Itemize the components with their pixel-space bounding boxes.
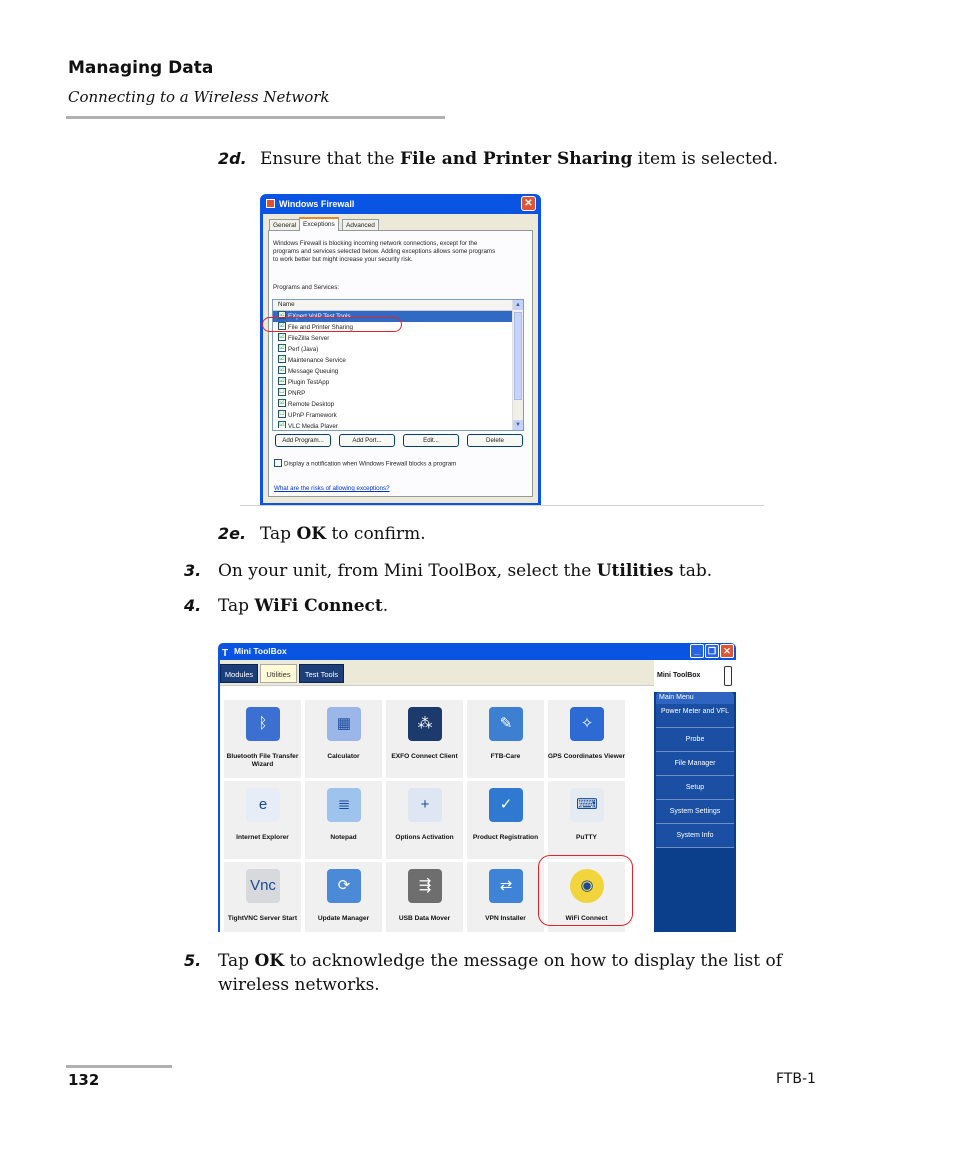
column-header-name: Name	[273, 300, 523, 311]
dialog-titlebar	[263, 194, 538, 214]
tile-calculator[interactable]	[305, 700, 382, 778]
tile-label: WiFi Connect	[565, 915, 608, 922]
close-icon[interactable]: ✕	[720, 644, 734, 658]
close-icon[interactable]: ✕	[521, 196, 536, 211]
list-item[interactable]: ☑ Perf (Java)	[279, 345, 319, 353]
list-item[interactable]: ☑ VLC Media Player	[279, 422, 338, 428]
tab-general[interactable]: General	[269, 219, 300, 230]
update-manager-icon: ⟳	[327, 869, 361, 903]
checkbox[interactable]: ☑	[279, 323, 285, 330]
tile-label: Product Registration	[472, 834, 539, 841]
tile-update-manager[interactable]	[305, 862, 382, 932]
step-text: Tap OK to acknowledge the message on how to display the list of	[218, 951, 783, 971]
firewall-icon	[266, 199, 275, 208]
scroll-up-icon[interactable]: ▲	[513, 300, 523, 310]
toolbox-tabs	[220, 660, 654, 686]
notepad-icon: ≣	[327, 788, 361, 822]
tile-label: Internet Explorer	[236, 834, 289, 841]
tile-label: TightVNC Server Start	[227, 915, 298, 922]
tile-label: PuTTY	[576, 834, 597, 841]
step-number: 2d.	[218, 149, 247, 168]
mini-toolbox-window	[218, 643, 736, 932]
checkbox[interactable]: ☑	[279, 367, 285, 374]
footer-rule	[66, 1065, 172, 1068]
battery-icon	[724, 666, 732, 686]
sidebar-title: Mini ToolBox	[654, 660, 736, 692]
highlight-file-printer-sharing	[262, 317, 402, 332]
checkbox[interactable]: ☑	[279, 356, 285, 363]
checkbox[interactable]: ☑	[279, 400, 285, 407]
tile-label: EXFO Connect Client	[391, 753, 458, 760]
product-registration-icon: ✓	[489, 788, 523, 822]
tile-gps[interactable]	[548, 700, 625, 778]
page-number: 132	[68, 1071, 100, 1089]
checkbox[interactable]	[274, 459, 282, 467]
tab-exceptions[interactable]: Exceptions	[299, 217, 339, 231]
tile-label: USB Data Mover	[398, 915, 451, 922]
section-title: Managing Data	[68, 58, 214, 78]
step-text: Ensure that the File and Printer Sharing item is selected.	[260, 149, 779, 169]
scroll-down-icon[interactable]: ▼	[513, 420, 523, 430]
vpn-installer-icon: ⇄	[489, 869, 523, 903]
tightvnc-icon: Vnc	[246, 869, 280, 903]
ftb-care-icon: ✎	[489, 707, 523, 741]
document-code: FTB-1	[776, 1071, 816, 1087]
header-rule	[66, 116, 445, 119]
menu-file-manager[interactable]: File Manager	[656, 752, 734, 776]
list-item[interactable]: ☐ PNRP	[279, 389, 306, 397]
tile-label: Options Activation	[395, 834, 454, 841]
restore-icon[interactable]: ❐	[705, 644, 719, 658]
edit-button[interactable]: Edit...	[403, 434, 459, 447]
tile-notepad[interactable]	[305, 781, 382, 859]
calculator-icon: ▦	[327, 707, 361, 741]
figure-baseline	[240, 505, 764, 506]
list-label: Programs and Services:	[273, 284, 340, 291]
delete-button[interactable]: Delete	[467, 434, 523, 447]
list-item[interactable]: ☑ Remote Desktop	[279, 400, 335, 408]
step-text: Tap OK to confirm.	[260, 524, 426, 544]
step-number: 2e.	[218, 524, 247, 543]
putty-icon: ⌨	[570, 788, 604, 822]
tile-label: GPS Coordinates Viewer	[547, 753, 626, 760]
tile-label: Notepad	[330, 834, 357, 841]
options-activation-icon: +	[408, 788, 442, 822]
tile-label: Calculator	[327, 753, 360, 760]
tile-vpn-installer[interactable]	[467, 862, 544, 932]
step-2d	[0, 147, 954, 171]
tile-label: FTB-Care	[490, 753, 521, 760]
notify-label: Display a notification when Windows Firewall blocks a program	[284, 460, 457, 468]
list-item[interactable]: ☑ FileZilla Server	[279, 334, 330, 342]
step-text: On your unit, from Mini ToolBox, select the Utilities tab.	[218, 561, 713, 581]
tab-modules[interactable]: Modules	[220, 664, 258, 683]
tile-options-activation[interactable]	[386, 781, 463, 859]
toolbox-titlebar	[218, 643, 736, 660]
tile-internet-explorer[interactable]	[224, 781, 301, 859]
step-text-line2: wireless networks.	[218, 975, 380, 995]
list-item[interactable]: ☑ Plugin TestApp	[279, 378, 330, 386]
gps-icon: ✧	[570, 707, 604, 741]
tile-bluetooth[interactable]	[224, 700, 301, 778]
checkbox[interactable]: ☑	[279, 345, 285, 352]
dialog-body	[263, 214, 538, 503]
tile-product-registration[interactable]	[467, 781, 544, 859]
step-text: Tap WiFi Connect.	[218, 596, 389, 616]
usb-data-mover-icon: ⇶	[408, 869, 442, 903]
tile-usb-data-mover[interactable]	[386, 862, 463, 932]
step-4	[0, 594, 954, 618]
checkbox[interactable]: ☑	[279, 378, 285, 385]
add-program-button[interactable]: Add Program...	[275, 434, 331, 447]
list-item[interactable]: ☑ File and Printer Sharing	[279, 323, 354, 331]
tile-ftb-care[interactable]	[467, 700, 544, 778]
highlight-wifi-connect	[538, 855, 633, 926]
menu-setup[interactable]: Setup	[656, 776, 734, 800]
menu-probe[interactable]: Probe	[656, 728, 734, 752]
toolbox-title: Mini ToolBox	[234, 646, 287, 656]
list-item[interactable]: ☑ EXpert VoIP Test Tools	[273, 311, 523, 322]
tab-utilities[interactable]: Utilities	[260, 664, 297, 683]
checkbox[interactable]: ☑	[279, 334, 285, 341]
tile-label: Update Manager	[317, 915, 370, 922]
checkbox[interactable]: ☑	[279, 312, 285, 319]
toolbox-sidebar	[654, 660, 736, 932]
checkbox[interactable]: ☐	[279, 389, 285, 396]
toolbox-logo-icon: T	[222, 648, 229, 659]
checkbox[interactable]: ☐	[279, 411, 285, 418]
wifi-connect-icon: ◉	[570, 869, 604, 903]
scroll-thumb[interactable]	[514, 312, 522, 400]
tile-label: Bluetooth File Transfer Wizard	[226, 753, 299, 768]
tab-test-tools[interactable]: Test Tools	[299, 664, 344, 683]
step-number: 4.	[184, 596, 202, 615]
step-number: 3.	[184, 561, 202, 580]
step-3	[0, 559, 954, 583]
notify-option[interactable]	[274, 460, 456, 468]
main-menu-header: Main Menu	[656, 692, 734, 704]
step-5	[0, 949, 954, 999]
list-item[interactable]: ☐ UPnP Framework	[279, 411, 337, 419]
windows-firewall-dialog	[260, 194, 541, 506]
tab-advanced[interactable]: Advanced	[342, 219, 379, 230]
menu-system-info[interactable]: System Info	[656, 824, 734, 848]
bluetooth-icon: ᛒ	[246, 707, 280, 741]
add-port-button[interactable]: Add Port...	[339, 434, 395, 447]
list-item[interactable]: ☑ Maintenance Service	[279, 356, 346, 364]
step-2e	[0, 522, 954, 546]
tile-exfo-connect[interactable]	[386, 700, 463, 778]
exceptions-description: Windows Firewall is blocking incoming network connections, except for the programs and services selected below. Adding exceptions allows some programs to work better but might increase your security risk.	[273, 240, 496, 263]
internet-explorer-icon: e	[246, 788, 280, 822]
dialog-title: Windows Firewall	[279, 199, 355, 209]
risks-link[interactable]: What are the risks of allowing exceptions?	[274, 485, 390, 492]
minimize-icon[interactable]: _	[690, 644, 704, 658]
menu-power-meter[interactable]: Power Meter and VFL	[656, 704, 734, 728]
list-item[interactable]: ☑ Message Queuing	[279, 367, 339, 375]
menu-system-settings[interactable]: System Settings	[656, 800, 734, 824]
section-subtitle: Connecting to a Wireless Network	[68, 88, 330, 106]
tile-tightvnc[interactable]	[224, 862, 301, 932]
exfo-connect-icon: ⁂	[408, 707, 442, 741]
step-number: 5.	[184, 951, 202, 970]
tile-label: VPN Installer	[485, 915, 526, 922]
checkbox[interactable]: ☑	[279, 422, 285, 428]
tile-putty[interactable]	[548, 781, 625, 859]
list-scrollbar[interactable]	[512, 300, 523, 430]
